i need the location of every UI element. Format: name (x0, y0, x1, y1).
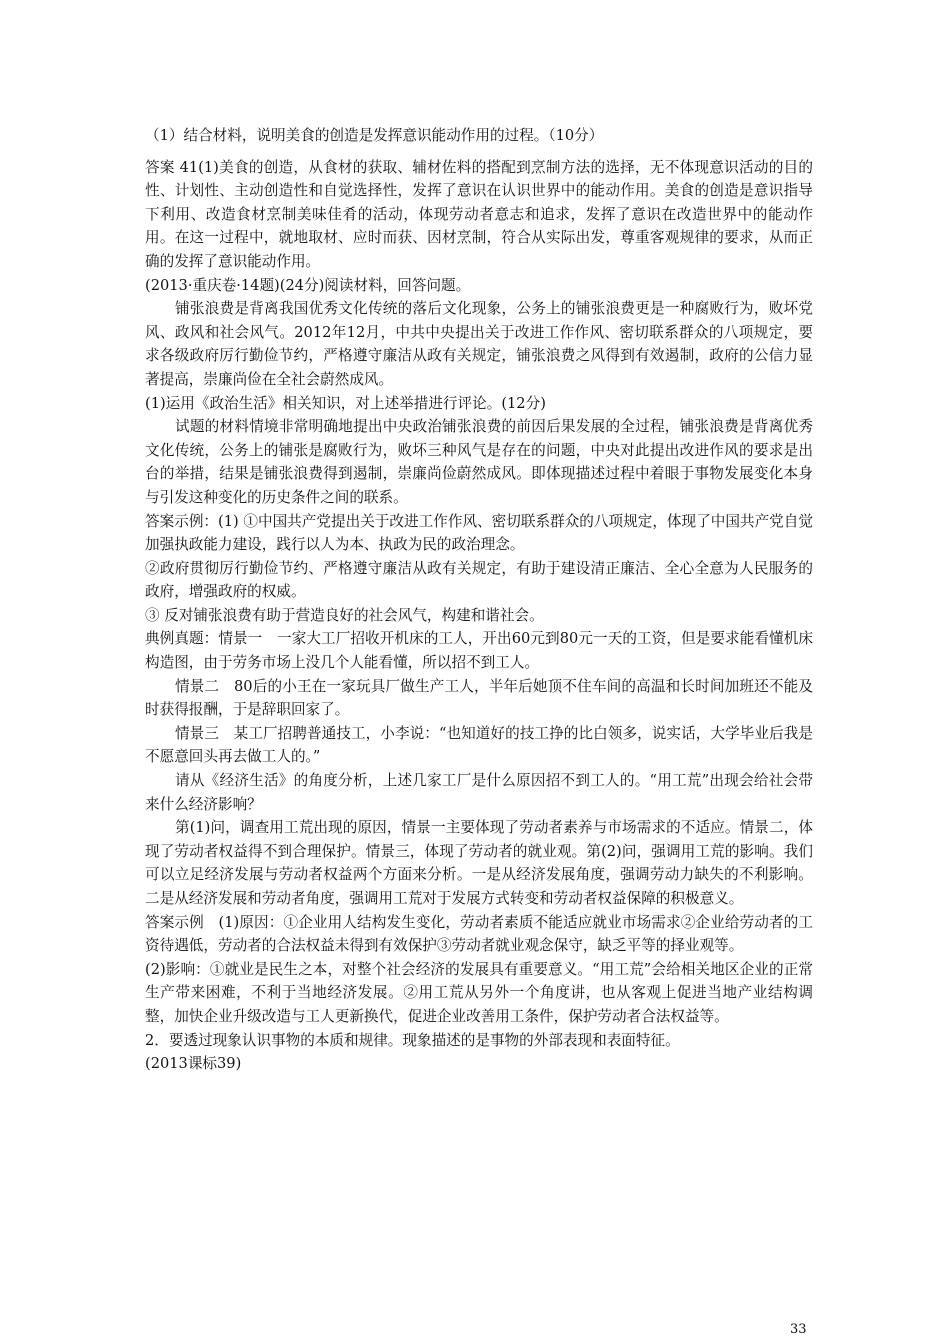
section-heading-2: 2．要透过现象认识事物的本质和规律。现象描述的是事物的外部表现和表面特征。 (145, 1031, 680, 1049)
scenario-3: 情景三 某工厂招聘普通技工，小李说：“也知道好的技工挣的比白领多，说实话，大学毕业后我是不愿意回头再去做工人的。” (145, 724, 813, 766)
page-number: 33 (790, 1322, 807, 1337)
answer-impacts: (2)影响：①就业是民生之本，对整个社会经济的发展具有重要意义。“用工荒”会给相关地区企业的正常生产带来困难，不利于当地经济发展。②用工荒从另外一个角度讲，也从客观上促进当地产业结构调整，加快企业升级改造与工人更新换代，促进企业改善用工条件，保护劳动者合法权益等。 (145, 960, 813, 1025)
question-1: （1）结合材料，说明美食的创造是发挥意识能动作用的过程。（10分） (145, 127, 604, 144)
scenario-2: 情景二 80后的小王在一家玩具厂做生产工人，半年后她顶不住车间的高温和长时间加班还不能及时获得报酬，于是辞职回家了。 (145, 677, 813, 719)
answer-reasons: 答案示例 (1)原因：①企业用人结构发生变化，劳动者素质不能适应就业市场需求②企业给劳动者的工资待遇低，劳动者的合法权益未得到有效保护③劳动者就业观念保守，缺乏平等的择业观等。 (145, 913, 813, 955)
question-1-political-life: (1)运用《政治生活》相关知识，对上述举措进行评论。(12分) (145, 394, 546, 412)
scenario-1: 典例真题：情景一 一家大工厂招收开机床的工人，开出60元到80元一天的工资，但是要求能看懂机床构造图，由于劳务市场上没几个人能看懂，所以招不到工人。 (145, 630, 813, 672)
answer-example-3: ③ 反对铺张浪费有助于营造良好的社会风气，构建和谐社会。 (145, 606, 544, 624)
question-analysis: 第(1)问，调查用工荒出现的原因，情景一主要体现了劳动者素养与市场需求的不适应。情景二，体现了劳动者权益得不到合理保护。情景三，体现了劳动者的就业观。第(2)问，强调用工荒的影响。我们可以立足经济发展与劳动者权益两个方面来分析。一是从经济发展角度，强调劳动力缺失的不利影响。二是从经济发展和劳动者角度，强调用工荒对于发展方式转变和劳动者权益保障的积极意义。 (145, 819, 813, 907)
answer-example-2: ②政府贯彻厉行勤俭节约、严格遵守廉洁从政有关规定，有助于建设清正廉洁、全心全意为人民服务的政府，增强政府的权威。 (145, 559, 813, 601)
material-paragraph: 铺张浪费是背离我国优秀文化传统的落后文化现象，公务上的铺张浪费更是一种腐败行为，败坏党风、政风和社会风气。2012年12月，中共中央提出关于改进工作作风、密切联系群众的八项规定，要求各级政府厉行勤俭节约，严格遵守廉洁从政有关规定，铺张浪费之风得到有效遏制，政府的公信力显著提高，崇廉尚俭在全社会蔚然成风。 (145, 300, 813, 388)
analysis-paragraph: 试题的材料情境非常明确地提出中央政治铺张浪费的前因后果发展的全过程，铺张浪费是背离优秀文化传统，公务上的铺张是腐败行为，败坏三种风气是存在的问题，中央对此提出改进作风的要求是出台的举措，结果是铺张浪费得到遏制，崇廉尚俭蔚然成风。即体现描述过程中着眼于事物发展变化本身与引发这种变化的历史条件之间的联系。 (145, 418, 813, 506)
document-body (145, 124, 813, 1076)
answer-example-1: 答案示例：(1) ①中国共产党提出关于改进工作作风、密切联系群众的八项规定，体现了中国共产党自觉加强执政能力建设，践行以人为本、执政为民的政治理念。 (145, 512, 813, 554)
economic-question: 请从《经济生活》的角度分析，上述几家工厂是什么原因招不到工人的。“用工荒”出现会给社会带来什么经济影响？ (145, 772, 813, 813)
answer-41: 答案 41(1)美食的创造，从食材的获取、辅材佐料的搭配到烹制方法的选择，无不体现意识活动的目的性、计划性、主动创造性和自觉选择性，发挥了意识在认识世界中的能动作用。美食的创造是意识指导下利用、改造食材烹制美味佳肴的活动，体现劳动者意志和追求，发挥了意识在改造世界中的能动作用。在这一过程中，就地取材、应时而获、因材烹制，符合从实际出发，尊重客观规律的要求，从而正确的发挥了意识能动作用。 (145, 158, 813, 270)
exam-source-chongqing: (2013·重庆卷·14题)(24分)阅读材料，回答问题。 (145, 276, 471, 294)
exam-source-course-standard: (2013课标39) (145, 1055, 242, 1073)
